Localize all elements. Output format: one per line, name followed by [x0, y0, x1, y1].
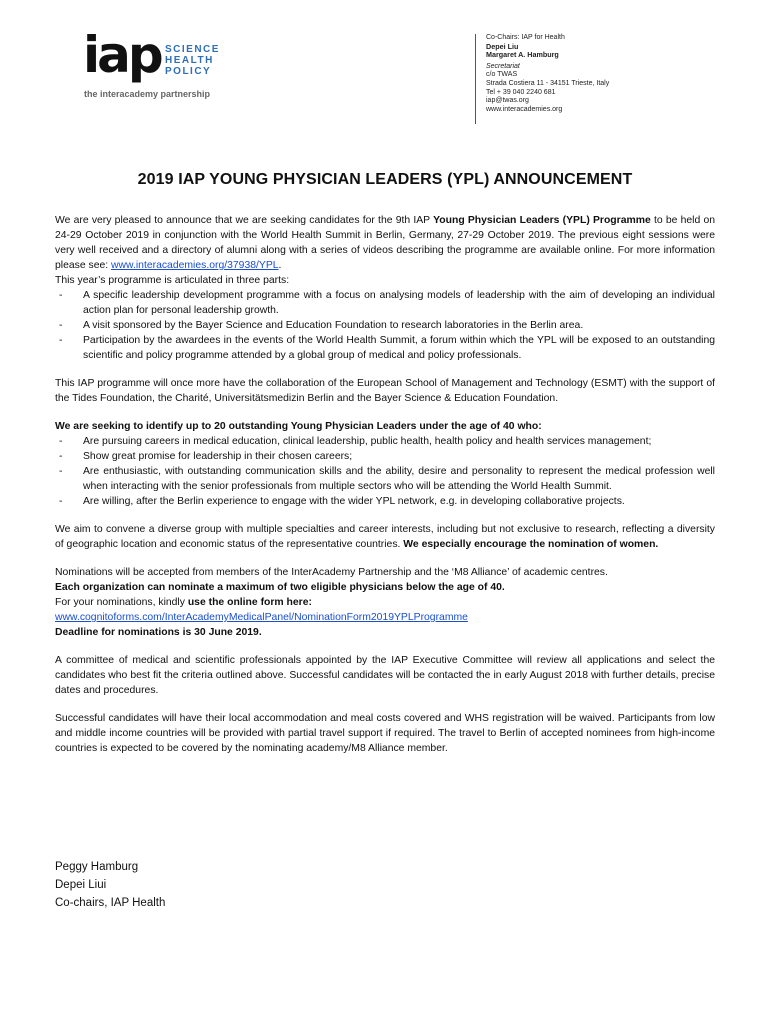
signatory-role: Co-chairs, IAP Health	[55, 897, 166, 909]
ypl-link[interactable]: www.interacademies.org/37938/YPL	[111, 260, 279, 271]
diversity-paragraph: We aim to convene a diverse group with multiple specialties and career interests, including but not exclusive to research, reflecting a diversity of geographic location and economic status of the representative countries. We especially encourage the nomination of women.	[55, 524, 715, 550]
list-item: - A visit sponsored by the Bayer Science and Education Foundation to research laboratories in the Berlin area.	[55, 318, 715, 333]
signature-block	[55, 858, 165, 912]
address-line: Strada Costiera 11 - 34151 Trieste, Italy	[486, 79, 610, 87]
signatory-name: Peggy Hamburg	[55, 861, 139, 873]
letterhead-contact	[486, 34, 609, 114]
collaboration-paragraph: This IAP programme will once more have the collaboration of the European School of Management and Technology (ESMT) with the support of the Tides Foundation, the Charité, Universitätsmedizin Berlin and the Bayer Science & Education Foundation.	[55, 378, 715, 404]
iap-logo	[83, 26, 233, 104]
secretariat-label: Secretariat	[486, 62, 520, 70]
letterhead-divider	[475, 34, 476, 124]
nomination-form-link-line	[55, 610, 715, 625]
parts-list	[55, 288, 715, 363]
nomination-form-link[interactable]: www.cognitoforms.com/InterAcademyMedicalPanel/NominationForm2019YPLProgramme	[55, 612, 468, 623]
list-item: - A specific leadership development programme with a focus on analysing models of leadership with the aim of developing an individual action plan for personal leadership growth.	[55, 288, 715, 318]
signatory-name: Depei Liui	[55, 879, 107, 891]
seeking-heading: We are seeking to identify up to 20 outstanding Young Physician Leaders under the age of 40 who:	[55, 421, 542, 432]
list-item: - Are enthusiastic, with outstanding communication skills and the ability, desire and personality to represent the medical profession well when interacting with the senior professionals from multiple sectors who will be attending the World Health Summit.	[55, 464, 715, 494]
cochair-name: Depei Liu	[486, 41, 519, 51]
nominations-limit: Each organization can nominate a maximum of two eligible physicians below the age of 40.	[55, 582, 505, 593]
parts-intro: This year’s programme is articulated in three parts:	[55, 275, 290, 286]
list-item: - Are willing, after the Berlin experience to engage with the wider YPL network, e.g. in developing collaborative projects.	[55, 494, 715, 509]
list-item: - Show great promise for leadership in their chosen careers;	[55, 449, 715, 464]
logo-tagline: the interacademy partnership	[84, 89, 211, 99]
criteria-list	[55, 434, 715, 509]
deadline: Deadline for nominations is 30 June 2019.	[55, 627, 262, 638]
telephone: Tel + 39 040 2240 681	[486, 88, 556, 96]
cochairs-label: Co-Chairs: IAP for Health	[486, 34, 565, 41]
page-title: 2019 IAP YOUNG PHYSICIAN LEADERS (YPL) ANNOUNCEMENT	[137, 171, 633, 188]
email: iap@twas.org	[486, 97, 529, 105]
nominations-form-line: For your nominations, kindly use the online form here:	[55, 597, 312, 608]
costs-paragraph: Successful candidates will have their local accommodation and meal costs covered and WHS registration will be waived. Participants from low and middle income countries will be provided with partial travel support if required. The travel to Berlin of accepted nominees from high-income countries is expected to be covered by the nominating academy/M8 Alliance member.	[55, 713, 715, 754]
list-item: - Participation by the awardees in the events of the World Health Summit, a forum within which the YPL will be exposed to an outstanding scientific and policy programme attended by a global group of medical and policy professionals.	[55, 333, 715, 363]
website: www.interacademies.org	[486, 105, 563, 113]
nominations-line: Nominations will be accepted from members of the InterAcademy Partnership and the ‘M8 Alliance’ of academic centres.	[55, 567, 608, 578]
cochair-name: Margaret A. Hamburg	[486, 50, 559, 60]
logo-subtitle: SCIENCE HEALTH POLICY	[165, 44, 220, 77]
committee-paragraph: A committee of medical and scientific professionals appointed by the IAP Executive Committee will review all applications and select the candidates who best fit the criteria outlined above. Successful candidates will be contacted the in early August 2018 with further details, precise dates and procedures.	[55, 655, 715, 696]
address-line: c/o TWAS	[486, 71, 518, 79]
list-item: - Are pursuing careers in medical education, clinical leadership, public health, health policy and health services management;	[55, 434, 715, 449]
intro-paragraph: We are very pleased to announce that we are seeking candidates for the 9th IAP Young Physician Leaders (YPL) Programme to be held on 24-29 October 2019 in conjunction with the World Health Summit in Berlin, Germany, 27-29 October 2019. The previous eight sessions were very well received and a directory of alumni along with a series of videos describing the programme are available online. For more information please see: www.interacademies.org/37938/YPL.	[55, 215, 715, 271]
logo-wordmark: iap	[83, 26, 161, 84]
announcement-body	[55, 213, 715, 756]
